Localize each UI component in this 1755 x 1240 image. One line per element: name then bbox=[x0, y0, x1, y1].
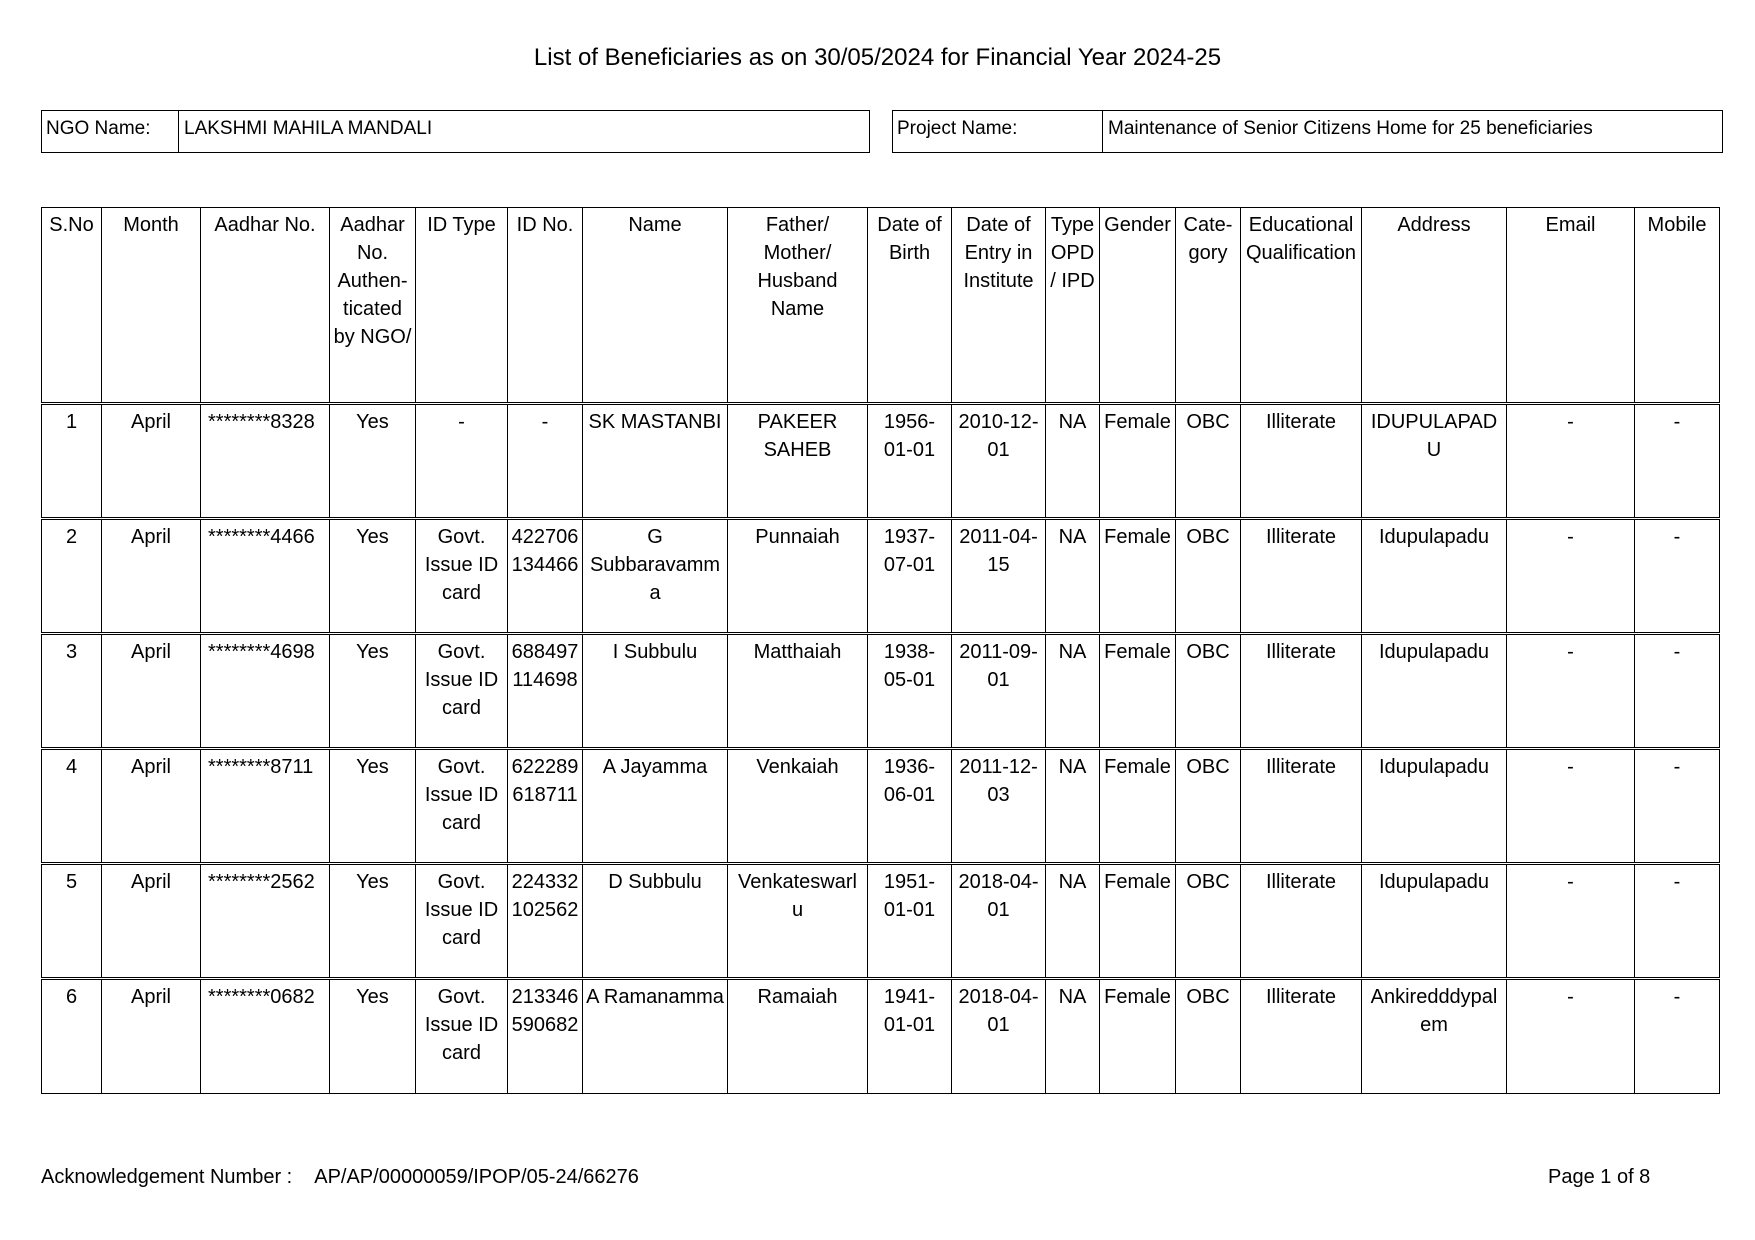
table-cell: 2 bbox=[42, 519, 102, 634]
table-cell: - bbox=[1635, 979, 1720, 1094]
table-cell: 422706 134466 bbox=[508, 519, 583, 634]
column-header: Cate- gory bbox=[1176, 208, 1241, 404]
table-cell: Govt. Issue ID card bbox=[416, 864, 508, 979]
table-cell: OBC bbox=[1176, 634, 1241, 749]
table-cell: Illiterate bbox=[1241, 519, 1362, 634]
table-cell: April bbox=[102, 519, 201, 634]
table-cell: PAKEER SAHEB bbox=[728, 404, 868, 519]
project-name-box bbox=[892, 110, 1723, 153]
table-cell: April bbox=[102, 979, 201, 1094]
table-cell: I Subbulu bbox=[583, 634, 728, 749]
table-cell: - bbox=[1507, 749, 1635, 864]
table-cell: - bbox=[1635, 634, 1720, 749]
column-header: S.No bbox=[42, 208, 102, 404]
table-cell: 213346 590682 bbox=[508, 979, 583, 1094]
table-cell: - bbox=[1635, 749, 1720, 864]
table-cell: Ankiredddypal em bbox=[1362, 979, 1507, 1094]
table-cell: Yes bbox=[330, 634, 416, 749]
table-cell: 2010-12- 01 bbox=[952, 404, 1046, 519]
project-name-label: Project Name: bbox=[893, 111, 1103, 152]
table-cell: A Ramanamma bbox=[583, 979, 728, 1094]
ngo-name-label: NGO Name: bbox=[42, 111, 179, 152]
table-cell: April bbox=[102, 634, 201, 749]
column-header: Gender bbox=[1100, 208, 1176, 404]
column-header: ID No. bbox=[508, 208, 583, 404]
ngo-name-value: LAKSHMI MAHILA MANDALI bbox=[184, 118, 433, 139]
table-cell: NA bbox=[1046, 749, 1100, 864]
table-cell: SK MASTANBI bbox=[583, 404, 728, 519]
table-cell: ********0682 bbox=[201, 979, 330, 1094]
table-cell: 3 bbox=[42, 634, 102, 749]
table-cell: Female bbox=[1100, 404, 1176, 519]
table-cell: G Subbaravamm a bbox=[583, 519, 728, 634]
column-header: Father/ Mother/ Husband Name bbox=[728, 208, 868, 404]
table-cell: 5 bbox=[42, 864, 102, 979]
table-body bbox=[42, 404, 1720, 1094]
table-row bbox=[42, 404, 1720, 519]
table-cell: Idupulapadu bbox=[1362, 864, 1507, 979]
table-cell: A Jayamma bbox=[583, 749, 728, 864]
table-cell: Govt. Issue ID card bbox=[416, 979, 508, 1094]
table-cell: - bbox=[1507, 519, 1635, 634]
table-cell: 1937- 07-01 bbox=[868, 519, 952, 634]
beneficiaries-table bbox=[41, 207, 1720, 1094]
table-cell: Yes bbox=[330, 979, 416, 1094]
table-cell: IDUPULAPAD U bbox=[1362, 404, 1507, 519]
table-cell: 224332 102562 bbox=[508, 864, 583, 979]
table-cell: 1936- 06-01 bbox=[868, 749, 952, 864]
table-cell: ********4466 bbox=[201, 519, 330, 634]
table-cell: OBC bbox=[1176, 864, 1241, 979]
table-cell: ********4698 bbox=[201, 634, 330, 749]
column-header: Email bbox=[1507, 208, 1635, 404]
column-header: Date of Birth bbox=[868, 208, 952, 404]
table-cell: OBC bbox=[1176, 749, 1241, 864]
table-cell: Govt. Issue ID card bbox=[416, 519, 508, 634]
table-cell: 2018-04- 01 bbox=[952, 979, 1046, 1094]
table-cell: - bbox=[1507, 864, 1635, 979]
table-cell: - bbox=[1635, 404, 1720, 519]
table-header-row bbox=[42, 208, 1720, 404]
column-header: Month bbox=[102, 208, 201, 404]
table-cell: ********8711 bbox=[201, 749, 330, 864]
table-cell: OBC bbox=[1176, 979, 1241, 1094]
table-cell: - bbox=[1507, 979, 1635, 1094]
table-cell: 2011-04- 15 bbox=[952, 519, 1046, 634]
table-cell: Illiterate bbox=[1241, 979, 1362, 1094]
table-cell: Illiterate bbox=[1241, 864, 1362, 979]
table-cell: - bbox=[1507, 634, 1635, 749]
column-header: Name bbox=[583, 208, 728, 404]
table-cell: 2011-12- 03 bbox=[952, 749, 1046, 864]
table-cell: Ramaiah bbox=[728, 979, 868, 1094]
table-cell: 2018-04- 01 bbox=[952, 864, 1046, 979]
table-cell: 1951- 01-01 bbox=[868, 864, 952, 979]
table-cell: Govt. Issue ID card bbox=[416, 634, 508, 749]
table-cell: Female bbox=[1100, 749, 1176, 864]
table-cell: ********2562 bbox=[201, 864, 330, 979]
table-cell: Matthaiah bbox=[728, 634, 868, 749]
table-cell: NA bbox=[1046, 864, 1100, 979]
table-row bbox=[42, 864, 1720, 979]
table-cell: - bbox=[1635, 519, 1720, 634]
column-header: Address bbox=[1362, 208, 1507, 404]
table-cell: OBC bbox=[1176, 404, 1241, 519]
table-cell: Punnaiah bbox=[728, 519, 868, 634]
table-cell: Govt. Issue ID card bbox=[416, 749, 508, 864]
table-cell: 1938- 05-01 bbox=[868, 634, 952, 749]
table-cell: 6 bbox=[42, 979, 102, 1094]
table-row bbox=[42, 979, 1720, 1094]
acknowledgement-number: AP/AP/00000059/IPOP/05-24/66276 bbox=[314, 1166, 639, 1188]
table-cell: - bbox=[508, 404, 583, 519]
table-cell: Venkaiah bbox=[728, 749, 868, 864]
table-cell: Illiterate bbox=[1241, 634, 1362, 749]
column-header: Aadhar No. Authen- ticated by NGO/ bbox=[330, 208, 416, 404]
table-cell: Yes bbox=[330, 749, 416, 864]
column-header: Aadhar No. bbox=[201, 208, 330, 404]
table-cell: NA bbox=[1046, 634, 1100, 749]
table-cell: 1 bbox=[42, 404, 102, 519]
table-cell: 622289 618711 bbox=[508, 749, 583, 864]
table-cell: April bbox=[102, 749, 201, 864]
table-cell: OBC bbox=[1176, 519, 1241, 634]
table-cell: 2011-09- 01 bbox=[952, 634, 1046, 749]
table-cell: D Subbulu bbox=[583, 864, 728, 979]
table-cell: Female bbox=[1100, 634, 1176, 749]
table-row bbox=[42, 519, 1720, 634]
ngo-name-box bbox=[41, 110, 870, 153]
column-header: Type OPD / IPD bbox=[1046, 208, 1100, 404]
table-cell: ********8328 bbox=[201, 404, 330, 519]
table-cell: Idupulapadu bbox=[1362, 749, 1507, 864]
table-cell: NA bbox=[1046, 519, 1100, 634]
column-header: Educational Qualification bbox=[1241, 208, 1362, 404]
table-cell: Idupulapadu bbox=[1362, 519, 1507, 634]
table-cell: April bbox=[102, 404, 201, 519]
table-cell: Yes bbox=[330, 864, 416, 979]
table-cell: 1941- 01-01 bbox=[868, 979, 952, 1094]
column-header: Date of Entry in Institute bbox=[952, 208, 1046, 404]
acknowledgement-label: Acknowledgement Number : bbox=[41, 1166, 293, 1188]
column-header: ID Type bbox=[416, 208, 508, 404]
table-cell: - bbox=[416, 404, 508, 519]
table-cell: 4 bbox=[42, 749, 102, 864]
table-cell: Illiterate bbox=[1241, 404, 1362, 519]
table-row bbox=[42, 749, 1720, 864]
table-cell: NA bbox=[1046, 404, 1100, 519]
table-cell: April bbox=[102, 864, 201, 979]
page-number: Page 1 of 8 bbox=[1548, 1166, 1651, 1188]
page-title: List of Beneficiaries as on 30/05/2024 for Financial Year 2024-25 bbox=[533, 44, 1222, 71]
table-cell: - bbox=[1507, 404, 1635, 519]
table-cell: Venkateswarl u bbox=[728, 864, 868, 979]
table-cell: NA bbox=[1046, 979, 1100, 1094]
table-cell: - bbox=[1635, 864, 1720, 979]
table-cell: Female bbox=[1100, 519, 1176, 634]
table-row bbox=[42, 634, 1720, 749]
table-cell: Yes bbox=[330, 519, 416, 634]
table-cell: Yes bbox=[330, 404, 416, 519]
column-header: Mobile bbox=[1635, 208, 1720, 404]
acknowledgement bbox=[41, 1166, 639, 1189]
table-cell: Female bbox=[1100, 979, 1176, 1094]
table-cell: 1956- 01-01 bbox=[868, 404, 952, 519]
table-cell: Illiterate bbox=[1241, 749, 1362, 864]
table-cell: 688497 114698 bbox=[508, 634, 583, 749]
table-cell: Female bbox=[1100, 864, 1176, 979]
project-name-value: Maintenance of Senior Citizens Home for 25 beneficiaries bbox=[1108, 118, 1593, 139]
table-cell: Idupulapadu bbox=[1362, 634, 1507, 749]
